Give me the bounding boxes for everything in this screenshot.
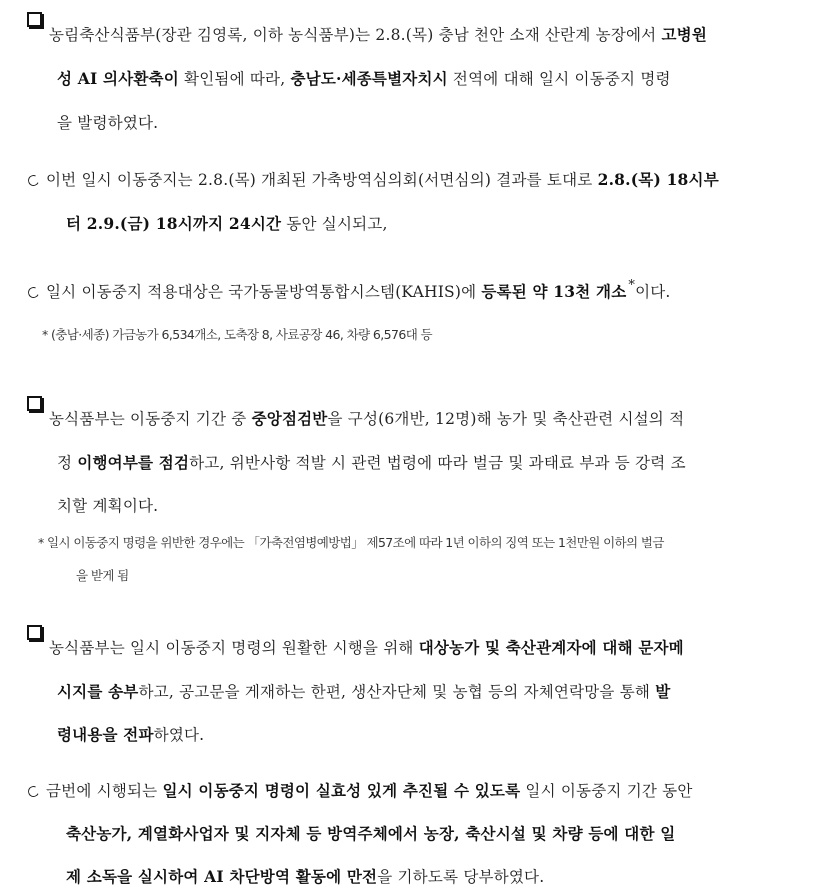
footnote-marker: * [628,278,636,293]
text: 을 기하도록 당부하였다. [377,868,545,886]
emphasis: 등록된 약 13천 개소 [481,282,627,301]
paragraph-6-line-2 [66,826,675,843]
footnote-facilities: * (충남·세종) 가금농가 6,534개소, 도축장 8, 사료공장 46, 차량 6,576대 등 [42,327,433,342]
paragraph-6-line-3 [66,869,544,886]
text: 일시 이동중지 기간 동안 [520,782,693,800]
paragraph-4-line-3 [57,499,158,515]
footnote-penalty-continued: 을 받게 됨 [76,568,129,583]
paragraph-2-line-2 [66,216,388,233]
square-bullet-icon [27,625,42,640]
text: 전역에 대해 일시 이동중지 명령 [447,70,671,88]
text: 동안 실시되고, [281,215,388,233]
text: 금번에 시행되는 [46,782,163,800]
paragraph-5-line-3 [57,727,204,744]
emphasis: 일시 이동중지 명령이 실효성 있게 추진될 수 있도록 [162,781,521,800]
emphasis: 고병원 [661,25,708,44]
text: 을 구성(6개반, 12명)해 농가 및 축산관련 시설의 적 [327,410,685,428]
emphasis: 대상농가 및 축산관계자에 대해 문자메 [418,638,684,657]
paragraph-1-line-2 [57,71,671,88]
emphasis: 발 [655,682,671,701]
emphasis: 시지를 송부 [57,682,139,701]
paragraph-3-line-1 [46,278,671,301]
paragraph-6-line-1 [46,783,693,800]
square-bullet-icon [27,396,42,411]
square-bullet-icon [27,12,42,27]
emphasis: 령내용을 전파 [57,725,154,744]
emphasis: 이행여부를 점검 [77,453,190,472]
text: 일시 이동중지 적용대상은 국가동물방역통합시스템(KAHIS)에 [46,283,482,301]
text: 농림축산식품부(장관 김영록, 이하 농식품부)는 2.8.(목) 충남 천안 소재 산란계 농장에서 [49,26,662,44]
emphasis: 2.8.(목) 18시부 [597,170,719,189]
emphasis: 중앙점검반 [251,409,328,428]
circle-bullet-icon [26,784,40,798]
emphasis: 터 2.9.(금) 18시까지 24시간 [66,214,282,233]
text: 농식품부는 이동중지 기간 중 [49,410,252,428]
paragraph-4-line-1 [49,411,684,428]
text: 을 발령하였다. [57,114,159,132]
emphasis: 성 AI 의사환축이 [57,69,179,88]
text: 확인됨에 따라, [178,70,291,88]
text: 이번 일시 이동중지는 2.8.(목) 개최된 가축방역심의회(서면심의) 결과를 토대로 [46,171,598,189]
paragraph-4-line-2 [57,455,686,472]
circle-bullet-icon [26,285,40,299]
emphasis: 축산농가, 계열화사업자 및 지자체 등 방역주체에서 농장, 축산시설 및 차량 등에 대한 일 [66,824,676,843]
footnote-penalty: * 일시 이동중지 명령을 위반한 경우에는 「가축전염병예방법」 제57조에 따라 1년 이하의 징역 또는 1천만원 이하의 벌금 [38,535,664,550]
paragraph-2-line-1 [46,172,719,189]
text: 하고, 위반사항 적발 시 관련 법령에 따라 벌금 및 과태료 부과 등 강력 조 [189,454,686,472]
paragraph-1-line-3 [57,116,158,132]
emphasis: 충남도·세종특별자치시 [290,69,448,88]
text: 하고, 공고문을 게재하는 한편, 생산자단체 및 농협 등의 자체연락망을 통해 [138,683,656,701]
emphasis: 제 소독을 실시하여 AI 차단방역 활동에 만전 [66,867,378,886]
text: 정 [57,454,78,472]
text: 농식품부는 일시 이동중지 명령의 원활한 시행을 위해 [49,639,419,657]
circle-bullet-icon [26,173,40,187]
paragraph-1-line-1 [49,27,707,44]
text: 하였다. [153,726,205,744]
text: 이다. [635,283,671,301]
text: 치할 계획이다. [57,497,159,515]
paragraph-5-line-1 [49,640,684,657]
paragraph-5-line-2 [57,684,670,701]
